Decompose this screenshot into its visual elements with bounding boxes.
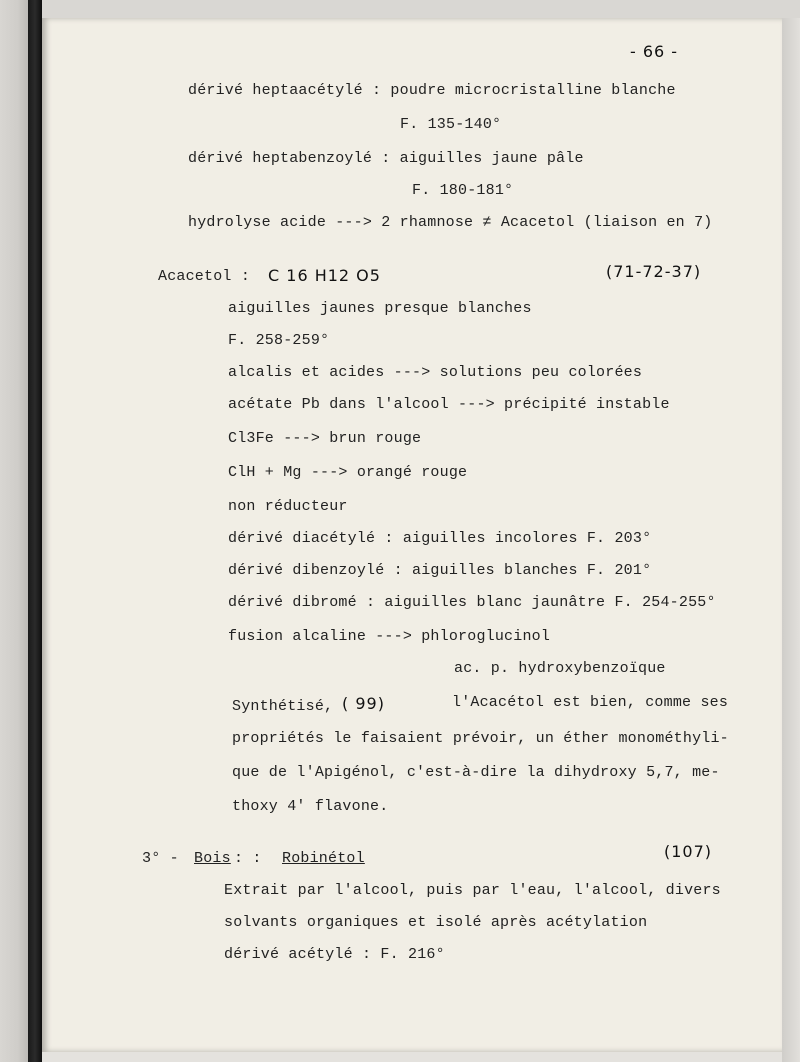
text-line: dérivé dibromé : aiguilles blanc jaunâtre F. 254-255° [228, 594, 716, 611]
text-line: dérivé acétylé : F. 216° [224, 946, 445, 963]
text-line: l'Acacétol est bien, comme ses [452, 694, 729, 711]
text-line: F. 135-140° [400, 116, 502, 133]
text-line: Extrait par l'alcool, puis par l'eau, l'alcool, divers [224, 882, 721, 899]
text-line: F. 180-181° [412, 182, 514, 199]
compound-heading: Robinétol [282, 850, 365, 867]
text-line: acétate Pb dans l'alcool ---> précipité instable [228, 396, 670, 413]
text-line: solvants organiques et isolé après acétylation [224, 914, 648, 931]
text-line: alcalis et acides ---> solutions peu colorées [228, 364, 643, 381]
text-line: fusion alcaline ---> phloroglucinol [228, 628, 551, 645]
book-binding-left-page [0, 0, 30, 1062]
text-line: dérivé heptaacétylé : poudre microcristalline blanche [188, 82, 676, 99]
text-line: hydrolyse acide ---> 2 rhamnose ≠ Acacetol (liaison en 7) [188, 214, 713, 231]
text-line: propriétés le faisaient prévoir, un éther monométhyli- [232, 730, 729, 747]
reference-number: (71-72-37) [606, 262, 702, 281]
book-gutter [28, 0, 42, 1062]
text-line: que de l'Apigénol, c'est-à-dire la dihydroxy 5,7, me- [232, 764, 720, 781]
reference-number: ( 99) [342, 694, 385, 713]
text-line: F. 258-259° [228, 332, 330, 349]
text-line: dérivé dibenzoylé : aiguilles blanches F. 201° [228, 562, 652, 579]
text-line: Synthétisé, [232, 698, 334, 715]
section-number: 3° - [142, 850, 179, 867]
compound-label: Acacetol : [158, 268, 251, 285]
section-heading: Bois [194, 850, 231, 867]
page-number: - 66 - [630, 42, 679, 61]
text-line: aiguilles jaunes presque blanches [228, 300, 532, 317]
scan-top-margin [0, 0, 800, 18]
text-line: dérivé heptabenzoylé : aiguilles jaune pâle [188, 150, 584, 167]
page-edge-right [782, 18, 800, 1062]
text-line: Cl3Fe ---> brun rouge [228, 430, 422, 447]
reference-number: (107) [664, 842, 713, 861]
text-line: ac. p. hydroxybenzoïque [454, 660, 666, 677]
compound-formula: C 16 H12 O5 [268, 266, 381, 285]
text-line: non réducteur [228, 498, 348, 515]
text-line: dérivé diacétylé : aiguilles incolores F. 203° [228, 530, 652, 547]
text-line: ClH + Mg ---> orangé rouge [228, 464, 468, 481]
text-line: thoxy 4' flavone. [232, 798, 389, 815]
document-page [42, 18, 782, 1052]
section-separator: : : [234, 850, 262, 867]
